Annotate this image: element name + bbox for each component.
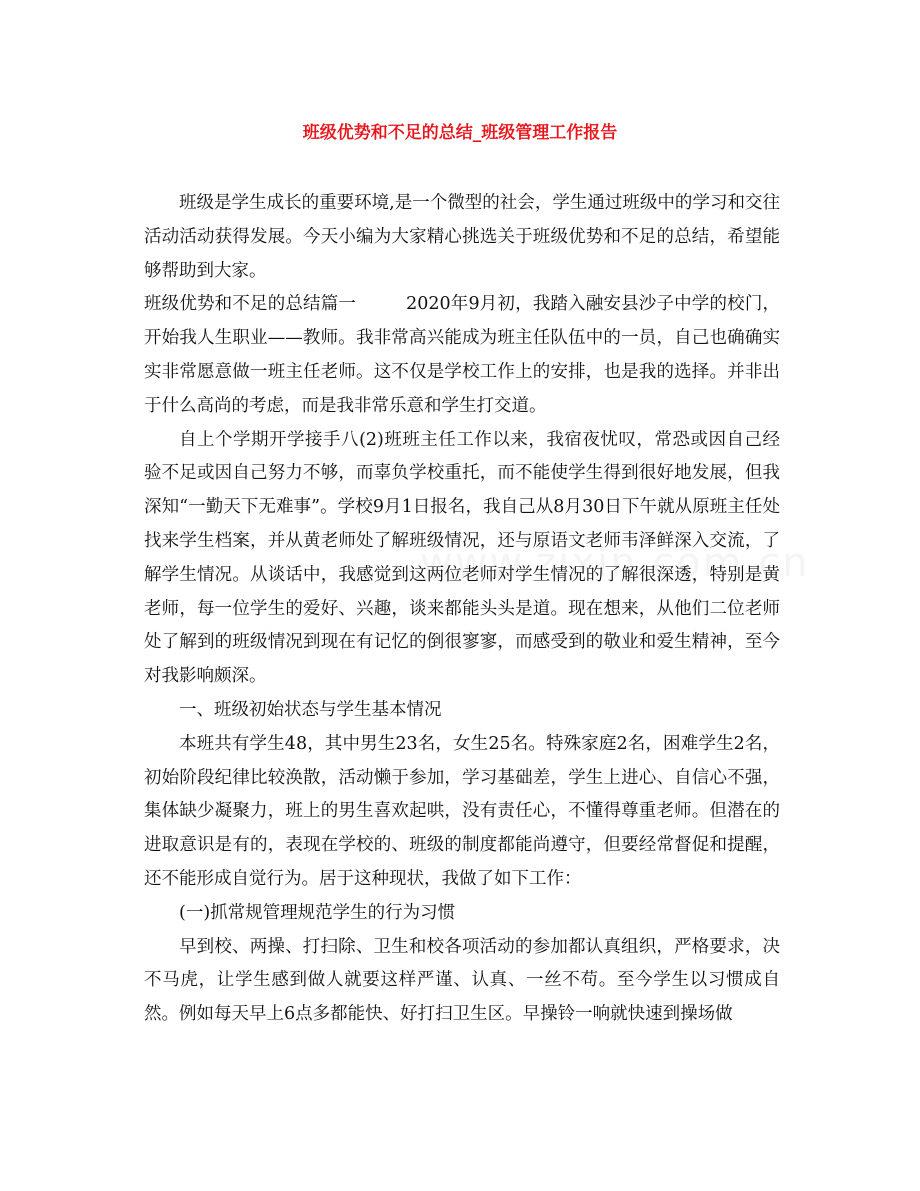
paragraph-routine: 早到校、两操、打扫除、卫生和校各项活动的参加都认真组织，严格要求，决不马虎，让学生感到做人就要这样严谨、认真、一丝不苟。至今学生以习惯成自然。例如每天早上6点多都能快、好打扫卫生区。早操铃一响就快速到操场做 — [144, 936, 780, 1025]
paragraph-class-stats: 本班共有学生48，其中男生23名，女生25名。特殊家庭2名，困难学生2名，初始阶段纪律比较涣散，活动懒于参加，学习基础差，学生上进心、自信心不强，集体缺少凝聚力，班上的男生喜欢起哄，没有责任心，不懂得尊重老师。但潜在的进取意识是有的，表现在学校的、班级的制度都能尚遵守，但要经常督促和提醒，还不能形成自觉行为。居于这种现状，我做了如下工作： — [144, 733, 780, 889]
document-body — [144, 187, 780, 1032]
paragraph-takeover: 自上个学期开学接手八(2)班班主任工作以来，我宿夜忧叹，常恐或因自己经验不足或因自己努力不够，而辜负学校重托，而不能使学生得到很好地发展，但我深知“一勤天下无难事”。学校9月1日报名，我自己从8月30日下午就从原班主任处找来学生档案，并从黄老师处了解班级情况，还与原语文老师韦泽鲜深入交流，了解学生情况。从谈话中，我感觉到这两位老师对学生情况的了解很深透，特别是黄老师，每一位学生的爱好、兴趣，谈来都能头头是道。现在想来，从他们二位老师处了解到的班级情况到现在有记忆的倒很寥寥，而感受到的敬业和爱生精神，至今对我影响颇深。 — [144, 429, 780, 687]
section-label: 班级优势和不足的总结篇一 — [144, 294, 357, 315]
paragraph-section-one-text: 2020年9月初，我踏入融安县沙子中学的校门，开始我人生职业——教师。我非常高兴能成为班主任队伍中的一员，自己也确确实实非常愿意做一班主任老师。这不仅是学校工作上的安排，也是我的选择。并非出于什么高尚的考虑，而是我非常乐意和学生打交道。 — [144, 294, 780, 416]
heading-class-status: 一、班级初始状态与学生基本情况 — [179, 699, 442, 720]
paragraph-intro: 班级是学生成长的重要环境,是一个微型的社会，学生通过班级中的学习和交往活动活动获得发展。今天小编为大家精心挑选关于班级优势和不足的总结，希望能够帮助到大家。 — [144, 193, 780, 281]
paragraph-section-one — [144, 288, 780, 423]
heading-routine-management: (一)抓常规管理规范学生的行为习惯 — [179, 902, 456, 923]
document-title: 班级优势和不足的总结_班级管理工作报告 — [302, 123, 618, 143]
